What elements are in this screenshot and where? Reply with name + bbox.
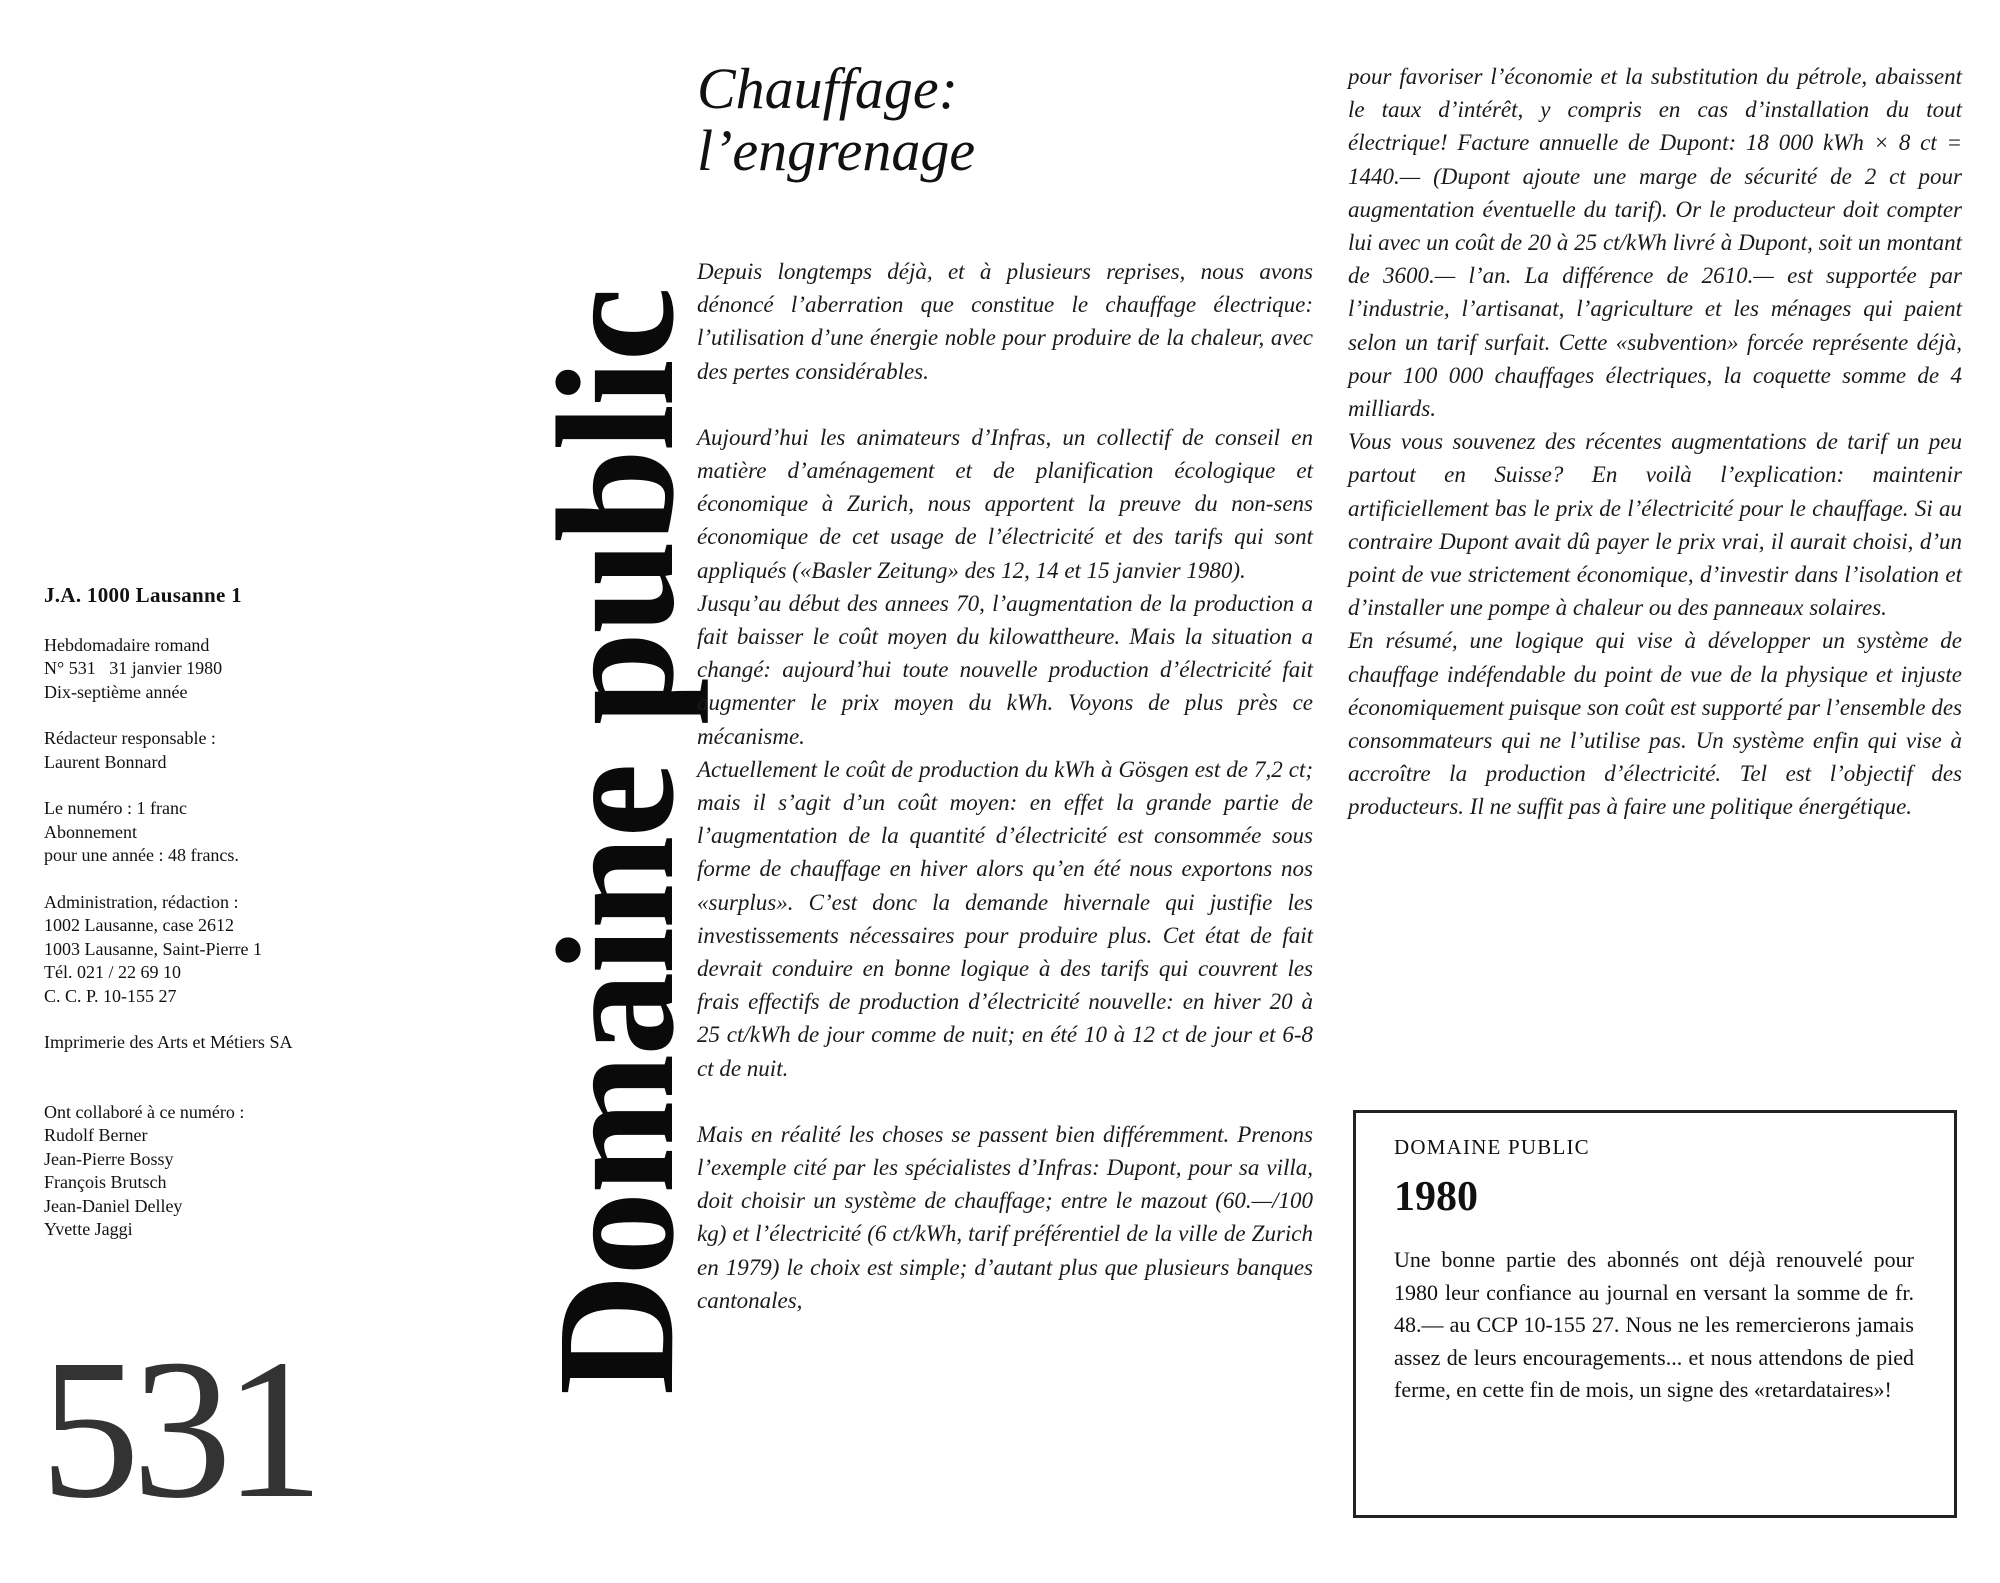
article-paragraph: Aujourd’hui les animateurs d’Infras, un collectif de conseil en matière d’aménagement et de planification écologique et économique à Zurich, nous apportent la preuve du non-sens économique de cet usage de l’électricité et des tarifs qui sont appliqués («Basler Zeitung» des 12, 14 et 15 janvier 1980). [697,424,1313,583]
administration-line: 1003 Lausanne, Saint-Pierre 1 [44,938,262,959]
price-info [44,797,424,868]
article-paragraph: pour favoriser l’économie et la substitution du pétrole, abaissent le taux d’intérêt, y compris en cas d’installation du tout électrique! Facture annuelle de Dupont: 18 000 kWh × 8 ct = 1440.— (Dupont ajoute une marge de sécurité de 2 ct pour augmentation éventuelle du tarif). Or le producteur doit compter lui avec un coût de 20 à 25 ct/kWh livré à Dupont, soit un montant de 3600.— l’an. La différence de 2610.— est supportée par l’industrie, l’artisanat, l’agriculture et les ménages qui paient selon un tarif surfait. Cette «subvention» forcée représente déjà, pour 100 000 chauffages électriques, la coquette somme de 4 milliards. [1348,64,1962,422]
contributor-name: Yvette Jaggi [44,1219,133,1239]
editor-label: Rédacteur responsable : [44,728,216,748]
postal-mark: J.A. 1000 Lausanne 1 [44,583,242,607]
editor-name: Laurent Bonnard [44,751,167,772]
administration-line: C. C. P. 10-155 27 [44,985,177,1006]
publication-line: N° 531 31 janvier 1980 [44,658,223,678]
editor-info [44,727,424,774]
article-title-line: Chauffage: [697,56,958,121]
masthead-title: Domaine public [523,288,709,1396]
publication-line: Hebdomadaire romand [44,634,210,655]
box-title: DOMAINE PUBLIC [1394,1135,1590,1159]
administration-line: Tél. 021 / 22 69 10 [44,962,181,982]
article-paragraph: Vous vous souvenez des récentes augmentations de tarif un peu partout en Suisse? En voilà l’explication: maintenir artificiellement bas le prix de l’électricité pour le chauffage. Si au contraire Dupont avait dû payer le prix vrai, il aurait choisi, d’un point de vue strictement économique, d’investir dans l’isolation et d’installer une pompe à chaleur ou des panneaux solaires. [1348,429,1962,621]
article-paragraph: Mais en réalité les choses se passent bien différemment. Prenons l’exemple cité par les spécialistes d’Infras: Dupont, pour sa villa, doit choisir un système de chauffage; entre le mazout (60.—/100 kg) et l’électricité (6 ct/kWh, tarif préférentiel de la ville de Zurich en 1979) le choix est simple; d’autant plus que plusieurs banques cantonales, [697,1121,1313,1313]
article-column-2 [1348,60,1962,824]
publication-line: Dix-septième année [44,681,188,702]
price-line: Le numéro : 1 franc [44,798,187,818]
article-title-line: l’engrenage [697,118,976,183]
administration-line: Administration, rédaction : [44,891,239,912]
printer-info: Imprimerie des Arts et Métiers SA [44,1032,293,1052]
price-line: Abonnement [44,821,137,842]
administration-line: 1002 Lausanne, case 2612 [44,915,234,935]
contributor-name: Rudolf Berner [44,1125,148,1145]
article-column-1 [697,255,1313,1317]
contributors [44,1101,424,1242]
article-paragraph: Depuis longtemps déjà, et à plusieurs reprises, nous avons dénoncé l’aberration que constitue le chauffage électrique: l’utilisation d’une énergie noble pour produire de la chaleur, avec des pertes considérables. [697,259,1313,384]
subscription-notice-box [1353,1110,1957,1518]
box-text: Une bonne partie des abonnés ont déjà renouvelé pour 1980 leur confiance au journal en versant la somme de fr. 48.— au CCP 10-155 27. Nous ne les remercierons jamais assez de leurs encouragements... et nous attendons de pied ferme, en cette fin de mois, un signe des «retardataires»! [1394,1247,1914,1402]
contributor-name: François Brutsch [44,1172,167,1192]
administration-info [44,891,424,1009]
price-line: pour une année : 48 francs. [44,845,239,865]
article-title [697,58,1137,182]
publication-details [44,634,424,705]
article-paragraph: Jusqu’au début des annees 70, l’augmentation de la production a fait baisser le coût moyen du kilowattheure. Mais la situation a changé: aujourd’hui toute nouvelle production d’électricité fait augmenter le prix moyen du kWh. Voyons de plus près ce mécanisme. [697,590,1313,749]
contributors-label: Ont collaboré à ce numéro : [44,1101,245,1122]
box-year: 1980 [1394,1174,1478,1220]
publication-info [44,584,424,1265]
contributor-name: Jean-Pierre Bossy [44,1148,174,1169]
contributor-name: Jean-Daniel Delley [44,1195,183,1216]
article-paragraph: En résumé, une logique qui vise à développer un système de chauffage indéfendable du point de vue de la physique et injuste économiquement puisque son coût est supporté par l’ensemble des consommateurs qui ne l’utilise pas. Un système enfin qui vise à accroître la production d’électricité. Tel est l’objectif des producteurs. Il ne suffit pas à faire une politique énergétique. [1348,628,1962,820]
article-paragraph: Actuellement le coût de production du kWh à Gösgen est de 7,2 ct; mais il s’agit d’un coût moyen: en effet la grande partie de l’augmentation de la quantité d’électricité est consommée sous forme de chauffage en hiver alors qu’en été nous exportons nos «surplus». C’est donc la demande hivernale qui justifie les investissements nécessaires pour produire plus. Cet état de fait devrait conduire en bonne logique à des tarifs qui couvrent les frais effectifs de production d’électricité nouvelle: en hiver 20 à 25 ct/kWh de jour comme de nuit; en été 10 à 12 ct de jour et 6-8 ct de nuit. [697,756,1313,1081]
issue-number: 531 [40,1319,316,1540]
